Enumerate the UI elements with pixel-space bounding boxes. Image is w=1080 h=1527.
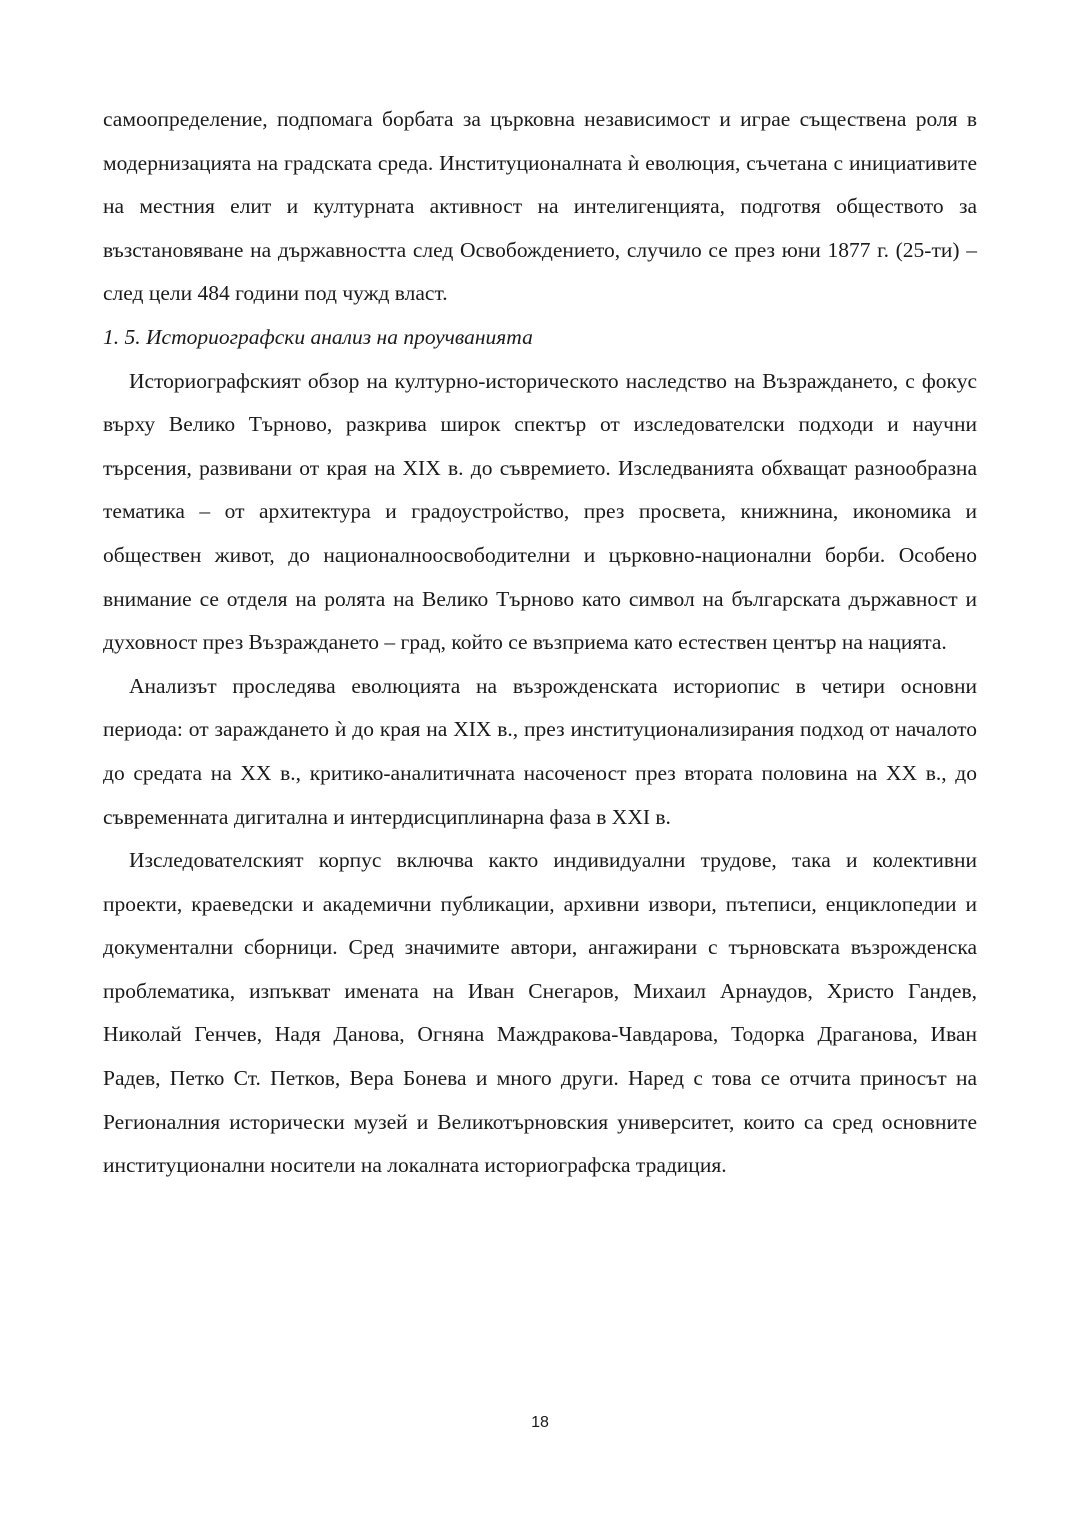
body-paragraph: Анализът проследява еволюцията на възрожденската историопис в четири основни периода: от зараждането ѝ до края на XIX в., през институционализирания подход от началото до средата на XX в., критико-аналитичната насоченост през втората половина на XX в., до съвременната дигитална и интердисциплинарна фаза в XXI в. <box>103 673 977 829</box>
body-paragraph: Изследователският корпус включва както индивидуални трудове, така и колективни проекти, краеведски и академични публикации, архивни извори, пътеписи, енциклопедии и документални сборници. Сред значимите автори, ангажирани с търновската възрожденска проблематика, изпъкват имената на Иван Снегаров, Михаил Арнаудов, Христо Гандев, Николай Генчев, Надя Данова, Огняна Маждракова-Чавдарова, Тодорка Драганова, Иван Радев, Петко Ст. Петков, Вера Бонева и много други. Наред с това се отчита приносът на Регионалния исторически музей и Великотърновския университет, които са сред основните институционални носители на локалната историографска традиция. <box>103 848 977 1178</box>
body-paragraph: Историографският обзор на културно-историческото наследство на Възраждането, с фокус върху Велико Търново, разкрива широк спектър от изследователски подходи и научни търсения, развивани от края на XIX в. до съвремието. Изследванията обхващат разнообразна тематика – от архитектура и градоустройство, през просвета, книжнина, икономика и обществен живот, до националноосвободителни и църковно-национални борби. Особено внимание се отделя на ролята на Велико Търново като символ на българската държавност и духовност през Възраждането – град, който се възприема като естествен център на нацията. <box>103 368 977 655</box>
page-number: 18 <box>531 1414 549 1431</box>
document-page <box>103 98 977 1188</box>
opening-paragraph: самоопределение, подпомага борбата за църковна независимост и играе съществена роля в модернизацията на градската среда. Институционалната ѝ еволюция, съчетана с инициативите на местния елит и културната активност на интелигенцията, подготвя обществото за възстановяване на държавността след Освобождението, случило се през юни 1877 г. (25-ти) – след цели 484 години под чужд власт. <box>103 107 977 306</box>
section-heading: 1. 5. Историографски анализ на проучванията <box>103 324 533 349</box>
